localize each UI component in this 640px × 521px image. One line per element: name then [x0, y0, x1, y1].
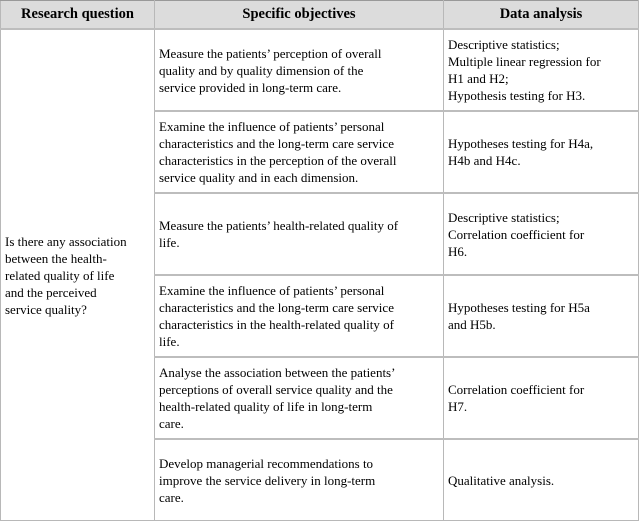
header-specific-objectives: Specific objectives	[155, 1, 444, 30]
analysis-cell: Hypotheses testing for H5a and H5b.	[444, 275, 639, 357]
header-research-question: Research question	[1, 1, 155, 30]
objective-cell: Examine the influence of patients’ personal characteristics and the long-term care service characteristics in the perception of the overall service quality and in each dimension.	[155, 111, 444, 193]
analysis-cell: Descriptive statistics; Correlation coefficient for H6.	[444, 193, 639, 275]
objective-cell: Analyse the association between the patients’ perceptions of overall service quality and the health-related quality of life in long-term care.	[155, 357, 444, 439]
objective-cell: Develop managerial recommendations to improve the service delivery in long-term care.	[155, 439, 444, 521]
header-row	[1, 1, 639, 30]
analysis-cell: Qualitative analysis.	[444, 439, 639, 521]
objective-cell: Measure the patients’ perception of overall quality and by quality dimension of the service provided in long-term care.	[155, 29, 444, 111]
research-question-cell: Is there any association between the health- related quality of life and the perceived service quality?	[1, 29, 155, 521]
analysis-cell: Correlation coefficient for H7.	[444, 357, 639, 439]
table-row	[1, 29, 639, 111]
analysis-cell: Hypotheses testing for H4a, H4b and H4c.	[444, 111, 639, 193]
objective-cell: Examine the influence of patients’ personal characteristics and the long-term care service characteristics in the health-related quality of life.	[155, 275, 444, 357]
objective-cell: Measure the patients’ health-related quality of life.	[155, 193, 444, 275]
analysis-cell: Descriptive statistics; Multiple linear regression for H1 and H2; Hypothesis testing for H3.	[444, 29, 639, 111]
header-data-analysis: Data analysis	[444, 1, 639, 30]
